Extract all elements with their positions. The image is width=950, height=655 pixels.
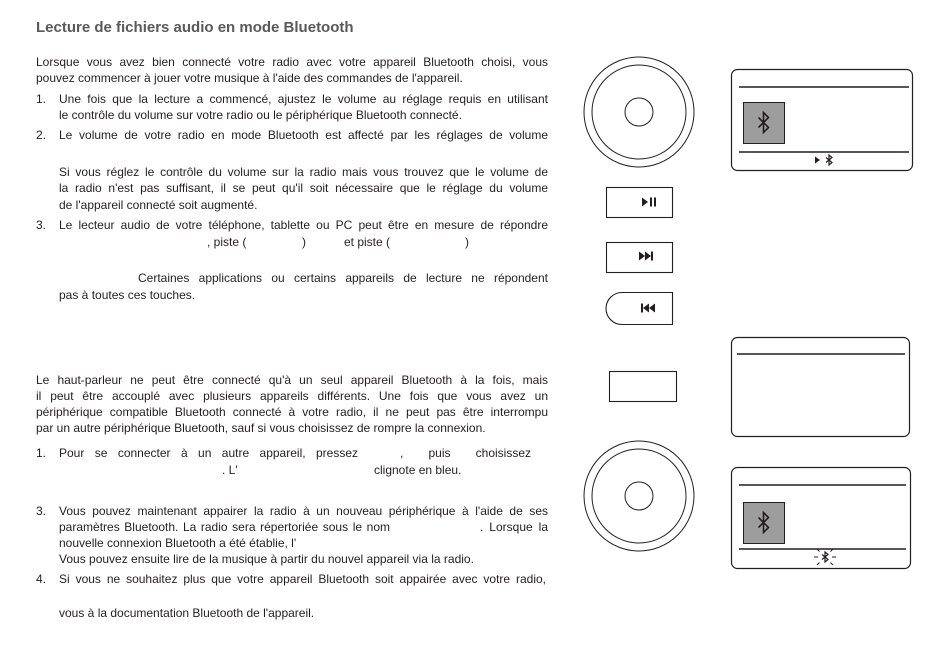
step-note-line: la radio n'est pas suffisant, il se peut qu'il soit nécessaire que le réglage du volume (59, 181, 548, 195)
step-number: 1. (36, 446, 47, 460)
step-note-line: pas à toutes ces touches. (59, 288, 196, 302)
previous-track-button-icon (606, 293, 673, 325)
page-title: Lecture de fichiers audio en mode Bluetooth (36, 19, 354, 36)
step-fragment: . Lorsque la (480, 520, 548, 534)
step-fragment: ) (465, 235, 469, 249)
step-fragment: ) (302, 235, 306, 249)
step-fragment: , piste ( (207, 235, 247, 249)
rotary-knob-icon (584, 57, 694, 167)
step-number: 4. (36, 572, 47, 586)
step-line: Vous pouvez ensuite lire de la musique à partir du nouvel appareil via la radio. (59, 552, 474, 566)
step-line: Si vous ne souhaitez plus que votre appareil Bluetooth soit appairée avec votre radio, (59, 572, 546, 586)
next-track-button-icon (607, 243, 673, 273)
step-number: 3. (36, 218, 47, 232)
pairing-intro-line: Le haut-parleur ne peut être connecté qu'à un seul appareil Bluetooth à la fois, mais (36, 373, 548, 387)
display-screen-icon (732, 468, 911, 569)
display-screen-icon (732, 70, 913, 171)
previous-track-icon (641, 304, 655, 313)
step-note-line: Certaines applications ou certains appareils de lecture ne répondent (138, 271, 548, 285)
step-note-line: vous à la documentation Bluetooth de l'appareil. (59, 606, 315, 620)
blinking-bluetooth-icon (814, 549, 836, 565)
step-number: 2. (36, 128, 47, 142)
step-note-line: Si vous réglez le contrôle du volume sur la radio mais vous trouvez que le volume de (59, 165, 548, 179)
step-fragment: . L' (222, 463, 238, 477)
step-fragment: clignote en bleu. (374, 463, 462, 477)
step-fragment: , puis choisissez (400, 446, 531, 460)
step-fragment: nouvelle connexion Bluetooth a été établie, l' (59, 536, 297, 550)
step-note-line: de l'appareil connecté soit augmenté. (59, 198, 258, 212)
intro-line: pouvez commencer à jouer votre musique à l'aide des commandes de l'appareil. (36, 71, 463, 85)
blank-button-icon (610, 372, 677, 402)
intro-line: Lorsque vous avez bien connecté votre radio avec votre appareil Bluetooth choisi, vous (36, 55, 548, 69)
step-fragment: paramètres Bluetooth. La radio sera répertoriée sous le nom (59, 520, 390, 534)
step-line: le contrôle du volume sur votre radio ou le périphérique Bluetooth connecté. (59, 108, 462, 122)
step-number: 1. (36, 92, 47, 106)
bluetooth-icon (826, 155, 832, 165)
play-pause-button-icon (607, 188, 673, 218)
step-line: Une fois que la lecture a commencé, ajustez le volume au réglage requis en utilisant (59, 92, 548, 106)
step-fragment: Pour se connecter à un autre appareil, pressez (59, 446, 358, 460)
rotary-knob-icon (584, 441, 694, 551)
pairing-intro-line: il peut être accouplé avec plusieurs appareils différents. Une fois que vous avez un (36, 389, 548, 403)
pairing-intro-line: par un autre périphérique Bluetooth, sauf si vous choisissez de rompre la connexion. (36, 421, 486, 435)
step-line: Vous pouvez maintenant appairer la radio à un nouveau périphérique à l'aide de ses (59, 504, 548, 518)
play-indicator-icon (815, 157, 820, 164)
display-screen-icon (732, 338, 910, 437)
step-line: Le volume de votre radio en mode Bluetooth est affecté par les réglages de volume (59, 128, 548, 142)
next-track-icon (639, 252, 653, 261)
play-pause-icon (642, 198, 656, 207)
pairing-intro-line: périphérique compatible Bluetooth connecté à votre radio, il ne peut pas être interrompu (36, 405, 548, 419)
step-number: 3. (36, 504, 47, 518)
step-line: Le lecteur audio de votre téléphone, tablette ou PC peut être en mesure de répondre (59, 218, 548, 232)
step-fragment: et piste ( (344, 235, 391, 249)
